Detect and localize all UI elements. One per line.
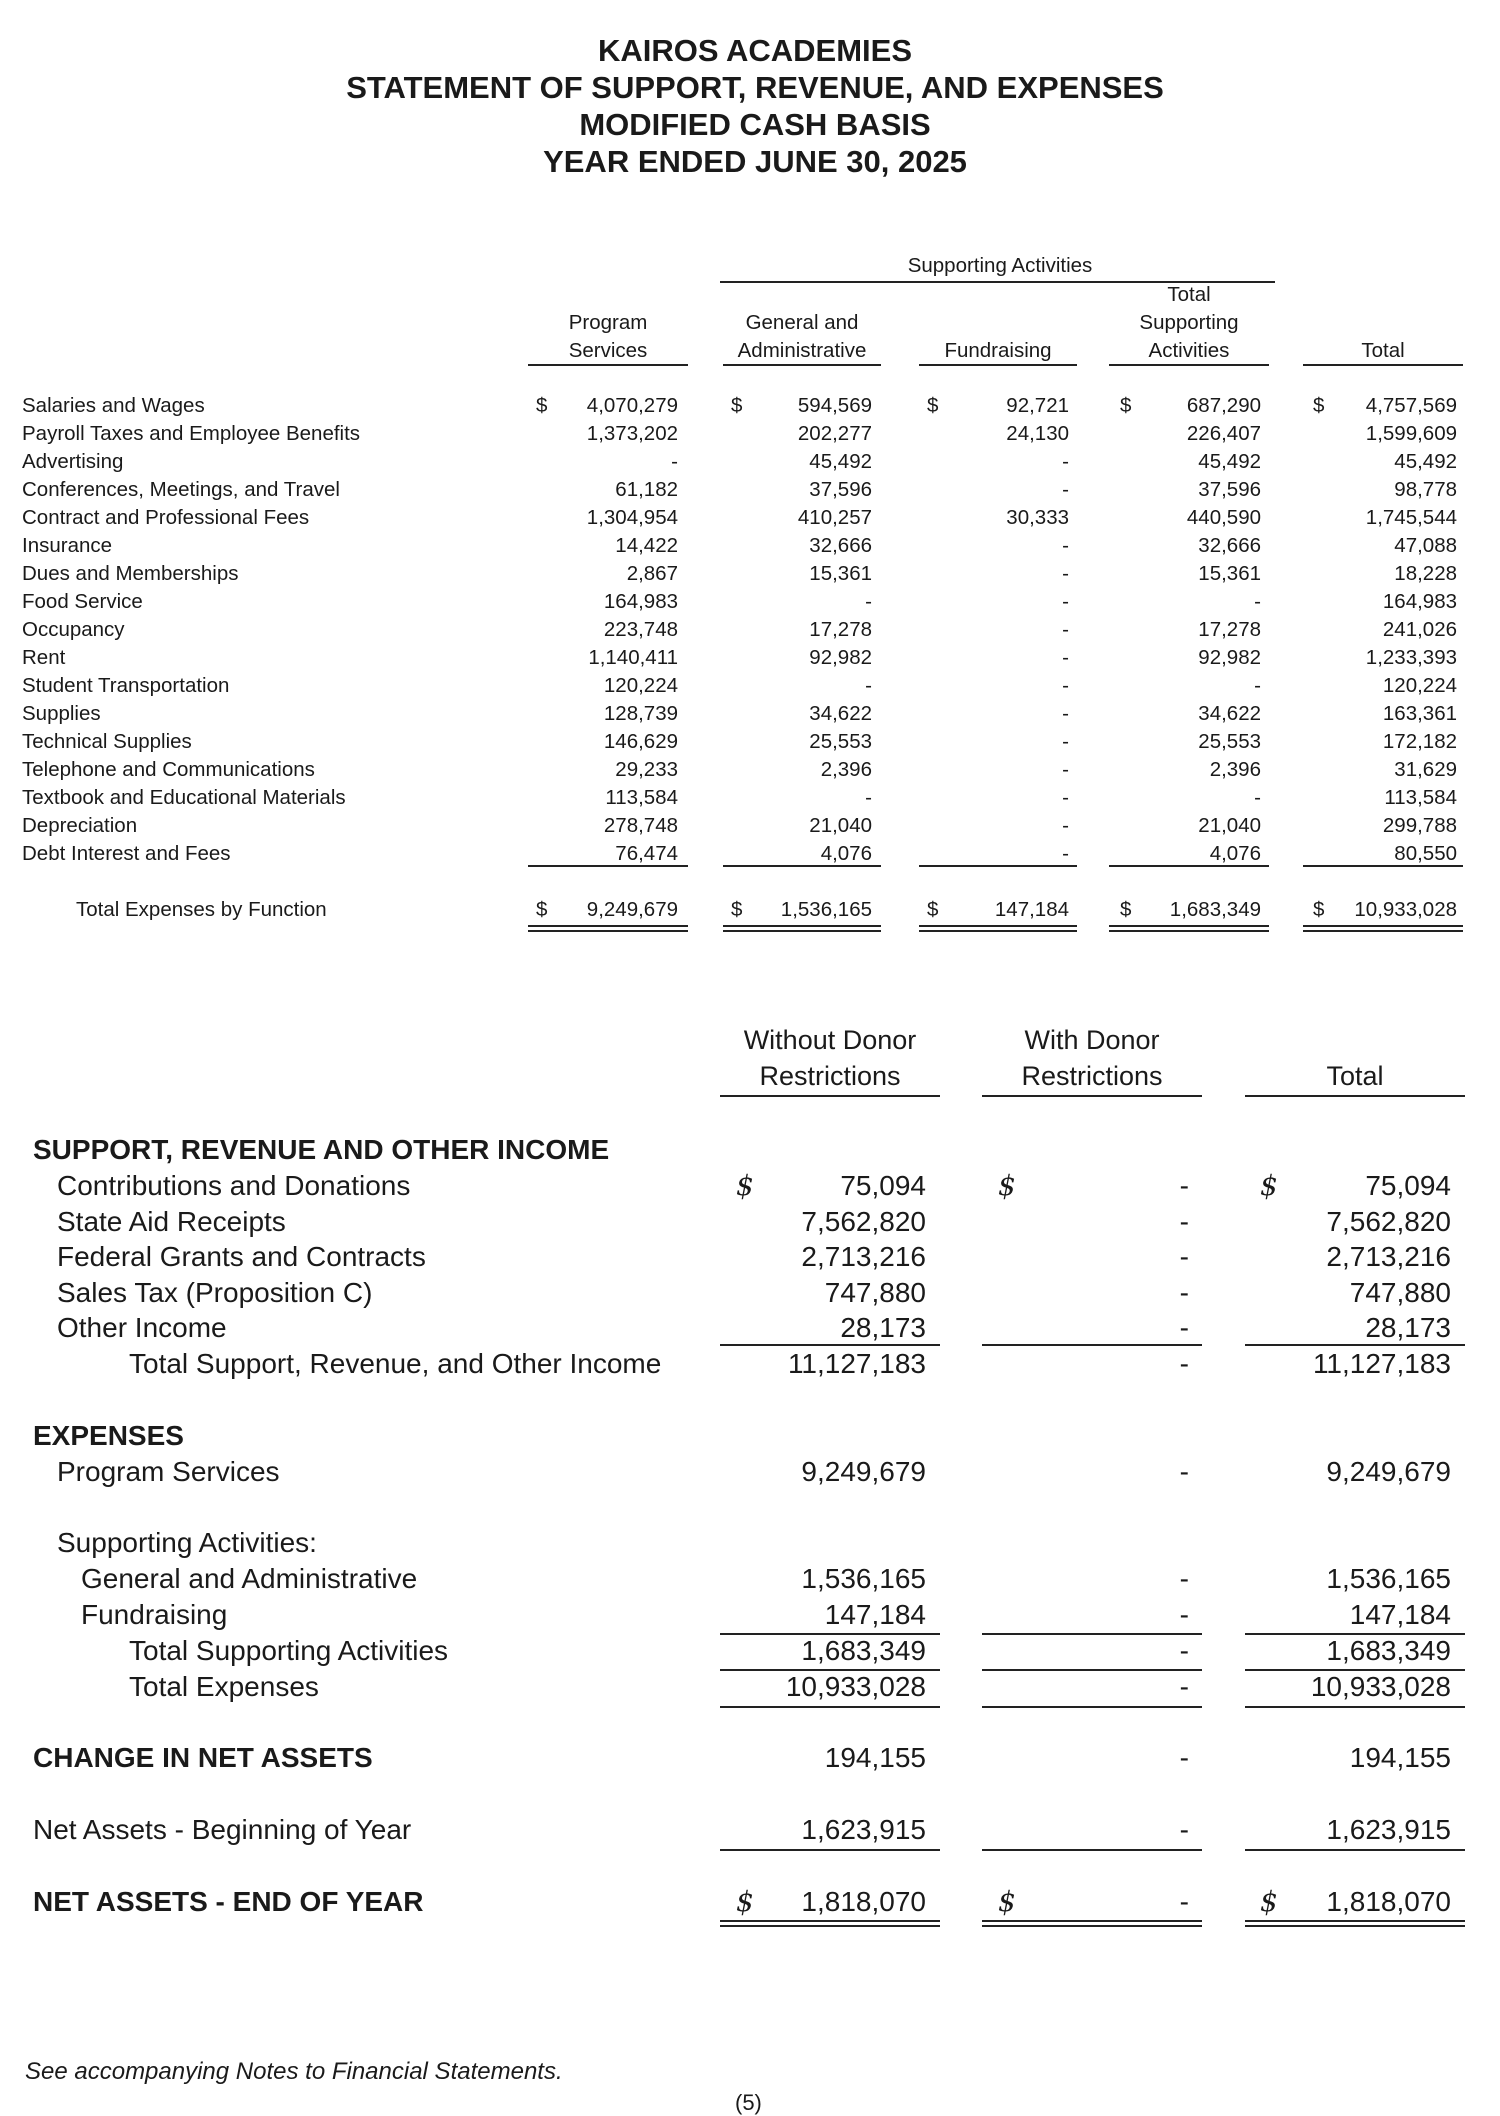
support-row [0, 1239, 1500, 1275]
cell-total: 45,492 [1394, 450, 1457, 473]
cell-tsa: 25,553 [1198, 730, 1261, 753]
expense-row [0, 700, 1500, 728]
cell-fundraising: - [1062, 842, 1069, 865]
cell-tsa: 440,590 [1186, 506, 1261, 529]
cell-total: 1,818,070 [1326, 1886, 1451, 1917]
row-label: Other Income [57, 1312, 227, 1344]
cell-fundraising: 30,333 [1006, 506, 1069, 529]
col-program-rule [528, 364, 688, 366]
col-without-rule [720, 1095, 940, 1097]
cell-without: 1,536,165 [801, 1563, 926, 1594]
col-ga-l1: General and [745, 311, 859, 334]
cell-fundraising: - [1062, 730, 1069, 753]
report-entity-title: KAIROS ACADEMIES [597, 33, 913, 68]
col-total-rule [1303, 364, 1463, 366]
cell-tsa: 1,683,349 [1169, 898, 1261, 921]
cell-total: 7,562,820 [1326, 1205, 1451, 1237]
dollar-sign: $ [536, 394, 548, 417]
dollar-sign: $ [927, 898, 939, 921]
cell-without: 194,155 [824, 1742, 926, 1773]
cell-fundraising: 24,130 [1006, 422, 1069, 445]
expense-row [0, 532, 1500, 560]
cell-ga: 15,361 [809, 562, 872, 585]
cell-total: 120,224 [1382, 674, 1457, 697]
cell-fundraising: 92,721 [1006, 394, 1069, 417]
expense-row [0, 560, 1500, 588]
expenses-section-heading [0, 1418, 1500, 1454]
cell-ga: 594,569 [797, 394, 872, 417]
cell-with: - [1179, 1886, 1189, 1917]
col-tsa-l3: Activities [1148, 339, 1230, 362]
row-label: Telephone and Communications [22, 758, 315, 781]
cell-without: 1,818,070 [801, 1886, 926, 1917]
row-label: Federal Grants and Contracts [57, 1241, 426, 1273]
cell-with: - [1179, 1276, 1189, 1308]
cell-tsa: 687,290 [1186, 394, 1261, 417]
supporting-activities-heading [0, 1525, 1500, 1561]
cell-without: 11,127,183 [787, 1348, 926, 1379]
subtotal-rule [1303, 865, 1463, 867]
cell-total: 47,088 [1394, 534, 1457, 557]
cell-tsa: 15,361 [1198, 562, 1261, 585]
expense-row [0, 812, 1500, 840]
supporting-activities-group-header: Supporting Activities [907, 254, 1093, 277]
cell-total: 1,683,349 [1326, 1635, 1451, 1666]
cell-with: - [1179, 1599, 1189, 1630]
row-label: Total Support, Revenue, and Other Income [129, 1348, 662, 1379]
cell-program: 2,867 [626, 562, 678, 585]
cell-ga: 21,040 [809, 814, 872, 837]
expenses-total-rule [1245, 1706, 1465, 1708]
cell-program: 4,070,279 [586, 394, 678, 417]
cell-with: - [1179, 1205, 1189, 1237]
cell-tsa: 226,407 [1186, 422, 1261, 445]
report-period-title: YEAR ENDED JUNE 30, 2025 [543, 144, 967, 179]
cell-ga: 17,278 [809, 618, 872, 641]
cell-program: 278,748 [603, 814, 678, 837]
cell-total: 10,933,028 [1310, 1671, 1451, 1702]
cell-tsa: - [1254, 674, 1261, 697]
cell-fundraising: - [1062, 814, 1069, 837]
end-double-rule [982, 1920, 1202, 1927]
cell-without: 28,173 [840, 1312, 926, 1344]
cell-ga: 2,396 [820, 758, 872, 781]
col-tsa-l1: Total [1167, 283, 1211, 306]
cell-total: 9,249,679 [1326, 1456, 1451, 1487]
cell-total: 10,933,028 [1354, 898, 1457, 921]
dollar-sign: $ [1313, 394, 1325, 417]
row-label: Technical Supplies [22, 730, 192, 753]
cell-total: 31,629 [1394, 758, 1457, 781]
dollar-sign: $ [1313, 898, 1325, 921]
subtotal-rule [1109, 865, 1269, 867]
dollar-sign: $ [1260, 1885, 1278, 1918]
support-row [0, 1204, 1500, 1240]
cell-total: 2,713,216 [1326, 1241, 1451, 1273]
expense-row [0, 392, 1500, 420]
expense-row [0, 448, 1500, 476]
row-label: Total Expenses by Function [76, 898, 327, 921]
support-row [0, 1310, 1500, 1346]
cell-with: - [1179, 1170, 1189, 1201]
cell-program: 113,584 [605, 786, 678, 809]
cell-total: 4,757,569 [1365, 394, 1457, 417]
cell-ga: 37,596 [809, 478, 872, 501]
beginning-rule [720, 1849, 940, 1851]
cell-program: 164,983 [603, 590, 678, 613]
cell-with: - [1179, 1348, 1189, 1379]
dollar-sign: $ [731, 898, 743, 921]
row-label: Student Transportation [22, 674, 230, 697]
row-label: Insurance [22, 534, 113, 557]
cell-fundraising: - [1062, 674, 1069, 697]
cell-fundraising: - [1062, 618, 1069, 641]
cell-total: 1,536,165 [1326, 1563, 1451, 1594]
cell-ga: 410,257 [797, 506, 872, 529]
cell-fundraising: 147,184 [994, 898, 1069, 921]
total-double-rule [723, 925, 881, 932]
row-label: Net Assets - Beginning of Year [33, 1814, 412, 1845]
cell-program: - [671, 450, 678, 473]
cell-ga: 1,536,165 [780, 898, 872, 921]
cell-program: 146,629 [603, 730, 678, 753]
cell-program: 223,748 [603, 618, 678, 641]
support-row [0, 1168, 1500, 1204]
cell-total: 98,778 [1394, 478, 1457, 501]
col-tsa-l2: Supporting [1139, 311, 1239, 334]
cell-tsa: 21,040 [1198, 814, 1261, 837]
dollar-sign: $ [1120, 394, 1132, 417]
expenses-total-rule [720, 1706, 940, 1708]
cell-total: 747,880 [1349, 1276, 1451, 1308]
dollar-sign: $ [1120, 898, 1132, 921]
total-expenses-row [0, 1669, 1500, 1705]
expense-row [0, 616, 1500, 644]
cell-total: 1,599,609 [1365, 422, 1457, 445]
cell-tsa: 37,596 [1198, 478, 1261, 501]
cell-program: 1,140,411 [588, 646, 678, 669]
cell-with: - [1179, 1814, 1189, 1845]
expense-row [0, 420, 1500, 448]
end-double-rule [1245, 1920, 1465, 1927]
cell-total: 147,184 [1349, 1599, 1451, 1630]
cell-total: 11,127,183 [1312, 1348, 1451, 1379]
row-label: Occupancy [22, 618, 125, 641]
col-program-l1: Program [568, 311, 648, 334]
row-label: State Aid Receipts [57, 1205, 286, 1237]
cell-with: - [1179, 1456, 1189, 1487]
section-heading-text: EXPENSES [33, 1420, 184, 1451]
dollar-sign: $ [1260, 1169, 1278, 1202]
end-double-rule [720, 1920, 940, 1927]
cell-program: 128,739 [603, 702, 678, 725]
col-fundraising-rule [919, 364, 1077, 366]
general-admin-row [0, 1561, 1500, 1597]
total-support-row [0, 1346, 1500, 1382]
row-label: Supporting Activities: [57, 1527, 317, 1558]
expense-row [0, 504, 1500, 532]
col-ga-rule [723, 364, 881, 366]
expense-row [0, 840, 1500, 868]
row-label: Supplies [22, 702, 101, 725]
cell-with: - [1179, 1563, 1189, 1594]
cell-program: 14,422 [615, 534, 678, 557]
cell-total: 194,155 [1349, 1742, 1451, 1773]
cell-tsa: - [1254, 590, 1261, 613]
expense-row [0, 728, 1500, 756]
support-section-heading [0, 1132, 1500, 1168]
beginning-rule [1245, 1849, 1465, 1851]
col-ga-l2: Administrative [737, 339, 867, 362]
footer-note: See accompanying Notes to Financial Statements. [25, 2058, 563, 2085]
cell-total: 28,173 [1365, 1312, 1451, 1344]
cell-total: 1,623,915 [1326, 1814, 1451, 1845]
row-label: Food Service [22, 590, 143, 613]
row-label: Debt Interest and Fees [22, 842, 231, 865]
cell-without: 2,713,216 [801, 1241, 926, 1273]
cell-ga: 25,553 [809, 730, 872, 753]
cell-fundraising: - [1062, 702, 1069, 725]
row-label: Total Expenses [129, 1671, 319, 1702]
change-in-net-assets-row [0, 1740, 1500, 1776]
row-label: Conferences, Meetings, and Travel [22, 478, 340, 501]
section-heading-text: SUPPORT, REVENUE AND OTHER INCOME [33, 1134, 610, 1165]
row-label: Salaries and Wages [22, 394, 205, 417]
row-label: Rent [22, 646, 66, 669]
report-basis-title: MODIFIED CASH BASIS [579, 107, 931, 142]
cell-program: 76,474 [615, 842, 678, 865]
expenses-total-rule [982, 1706, 1202, 1708]
cell-total: 164,983 [1382, 590, 1457, 613]
cell-total: 1,233,393 [1365, 646, 1457, 669]
total-double-rule [1109, 925, 1269, 932]
cell-with: - [1179, 1742, 1189, 1773]
row-label: Advertising [22, 450, 124, 473]
cell-without: 1,683,349 [801, 1635, 926, 1666]
cell-ga: - [865, 590, 872, 613]
cell-ga: - [865, 786, 872, 809]
expense-row [0, 784, 1500, 812]
cell-without: 147,184 [824, 1599, 926, 1630]
row-label: NET ASSETS - END OF YEAR [33, 1886, 424, 1917]
cell-with: - [1179, 1241, 1189, 1273]
cell-total: 163,361 [1382, 702, 1457, 725]
cell-with: - [1179, 1671, 1189, 1702]
cell-fundraising: - [1062, 590, 1069, 613]
cell-total: 80,550 [1394, 842, 1457, 865]
cell-tsa: 2,396 [1209, 758, 1261, 781]
total-supporting-row [0, 1633, 1500, 1669]
col-tsa-rule [1109, 364, 1269, 366]
program-services-row [0, 1454, 1500, 1490]
cell-fundraising: - [1062, 534, 1069, 557]
expense-row [0, 644, 1500, 672]
cell-program: 61,182 [615, 478, 678, 501]
cell-fundraising: - [1062, 478, 1069, 501]
cell-fundraising: - [1062, 646, 1069, 669]
net-assets-beginning-row [0, 1812, 1500, 1848]
fundraising-row [0, 1597, 1500, 1633]
dollar-sign: $ [927, 394, 939, 417]
cell-with: - [1179, 1635, 1189, 1666]
cell-ga: 45,492 [809, 450, 872, 473]
expense-row [0, 476, 1500, 504]
cell-program: 29,233 [615, 758, 678, 781]
cell-tsa: 92,982 [1198, 646, 1261, 669]
cell-ga: 92,982 [809, 646, 872, 669]
cell-tsa: 17,278 [1198, 618, 1261, 641]
row-label: Sales Tax (Proposition C) [57, 1276, 373, 1308]
total-expenses-by-function-row [0, 896, 1500, 924]
cell-ga: - [865, 674, 872, 697]
cell-program: 1,373,202 [586, 422, 678, 445]
beginning-rule [982, 1849, 1202, 1851]
cell-without: 747,880 [824, 1276, 926, 1308]
col-without-l2: Restrictions [759, 1061, 901, 1091]
cell-total: 113,584 [1384, 786, 1457, 809]
cell-without: 1,623,915 [801, 1814, 926, 1845]
col-program-l2: Services [568, 339, 648, 362]
col-with-rule [982, 1095, 1202, 1097]
cell-fundraising: - [1062, 562, 1069, 585]
row-label: Program Services [57, 1456, 280, 1487]
col-total: Total [1326, 1061, 1384, 1091]
expense-row [0, 672, 1500, 700]
cell-ga: 32,666 [809, 534, 872, 557]
cell-with: - [1179, 1312, 1189, 1344]
cell-tsa: 4,076 [1209, 842, 1261, 865]
cell-total: 172,182 [1382, 730, 1457, 753]
cell-tsa: 34,622 [1198, 702, 1261, 725]
row-label: Dues and Memberships [22, 562, 239, 585]
cell-tsa: - [1254, 786, 1261, 809]
expense-row [0, 588, 1500, 616]
cell-ga: 34,622 [809, 702, 872, 725]
net-assets-end-row [0, 1884, 1500, 1920]
subtotal-rule [723, 865, 881, 867]
col-without-l1: Without Donor [743, 1025, 917, 1055]
row-label: Textbook and Educational Materials [22, 786, 346, 809]
subtotal-rule [528, 865, 688, 867]
row-label: Contract and Professional Fees [22, 506, 310, 529]
col-fundraising: Fundraising [944, 339, 1052, 362]
total-double-rule [919, 925, 1077, 932]
cell-program: 9,249,679 [586, 898, 678, 921]
dollar-sign: $ [736, 1885, 754, 1918]
row-label: General and Administrative [81, 1563, 418, 1594]
total-double-rule [1303, 925, 1463, 932]
dollar-sign: $ [736, 1169, 754, 1202]
cell-without: 9,249,679 [801, 1456, 926, 1487]
cell-ga: 202,277 [797, 422, 872, 445]
col-total: Total [1361, 339, 1405, 362]
cell-total: 18,228 [1394, 562, 1457, 585]
cell-without: 10,933,028 [785, 1671, 926, 1702]
row-label: Total Supporting Activities [129, 1635, 449, 1666]
cell-without: 7,562,820 [801, 1205, 926, 1237]
row-label: Payroll Taxes and Employee Benefits [22, 422, 361, 445]
expense-row [0, 756, 1500, 784]
support-row [0, 1275, 1500, 1311]
cell-total: 1,745,544 [1365, 506, 1457, 529]
cell-total: 75,094 [1365, 1170, 1451, 1201]
dollar-sign: $ [731, 394, 743, 417]
dollar-sign: $ [998, 1885, 1016, 1918]
cell-program: 120,224 [603, 674, 678, 697]
row-label: CHANGE IN NET ASSETS [33, 1742, 373, 1773]
row-label: Fundraising [81, 1599, 228, 1630]
cell-program: 1,304,954 [586, 506, 678, 529]
dollar-sign: $ [998, 1169, 1016, 1202]
dollar-sign: $ [536, 898, 548, 921]
cell-ga: 4,076 [820, 842, 872, 865]
cell-total: 241,026 [1382, 618, 1457, 641]
cell-tsa: 32,666 [1198, 534, 1261, 557]
cell-fundraising: - [1062, 758, 1069, 781]
row-label: Contributions and Donations [57, 1170, 411, 1201]
row-label: Depreciation [22, 814, 138, 837]
cell-without: 75,094 [840, 1170, 926, 1201]
cell-tsa: 45,492 [1198, 450, 1261, 473]
cell-fundraising: - [1062, 450, 1069, 473]
total-double-rule [528, 925, 688, 932]
col-total-rule [1245, 1095, 1465, 1097]
subtotal-rule [919, 865, 1077, 867]
cell-total: 299,788 [1382, 814, 1457, 837]
col-with-l1: With Donor [1024, 1025, 1160, 1055]
cell-fundraising: - [1062, 786, 1069, 809]
report-statement-title: STATEMENT OF SUPPORT, REVENUE, AND EXPENSES [346, 70, 1164, 105]
col-with-l2: Restrictions [1021, 1061, 1163, 1091]
page-number: (5) [735, 2090, 762, 2115]
